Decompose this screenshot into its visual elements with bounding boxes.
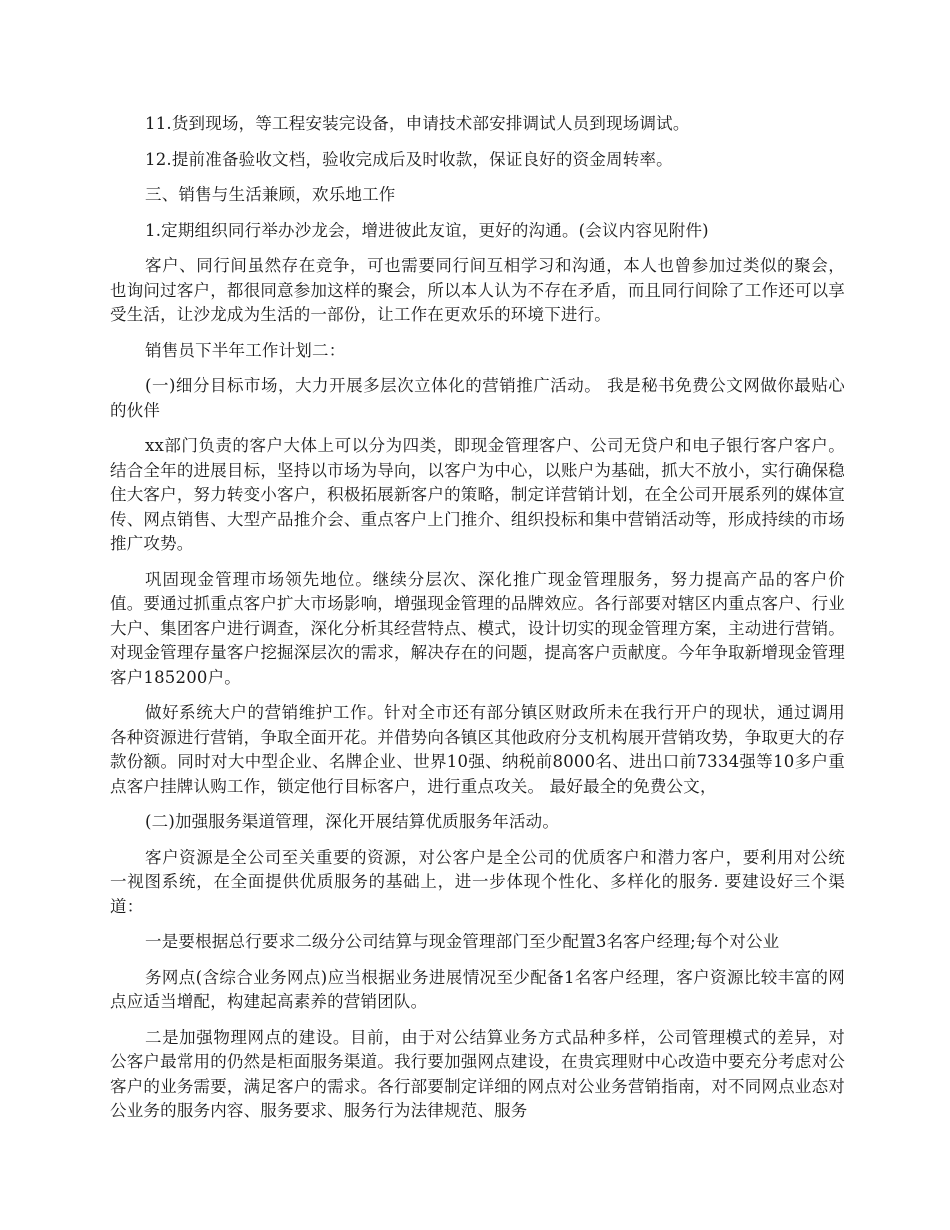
- plan-two-heading: 销售员下半年工作计划二：: [145, 340, 346, 360]
- paragraph-cash-management: 巩固现金管理市场领先地位。继续分层次、深化推广现金管理服务，努力提高产品的客户价值。要通过抓重点客户扩大市场影响，增强现金管理的品牌效应。各行部要对辖区内重点客户、行业大户、集团客户进行调查，深化分析其经营特点、模式，设计切实的现金管理方案，主动进行营销。对现金管理存量客户挖掘深层次的需求，解决存在的问题，提高客户贡献度。今年争取新增现金管理客户185200户。: [110, 569, 845, 687]
- paragraph-channel-one: 一是要根据总行要求二级分公司结算与现金管理部门至少配置3名客户经理;每个对公业: [145, 932, 780, 951]
- paragraph-customer-types: xx部门负责的客户大体上可以分为四类，即现金管理客户、公司无贷户和电子银行客户客户。结合全年的进展目标，坚持以市场为导向，以客户为中心，以账户为基础，抓大不放小，实行确保稳住大客户，努力转变小客户，积极拓展新客户的策略，制定详营销计划，在全公司开展系列的媒体宣传、网点销售、大型产品推介会、重点客户上门推介、组织投标和集中营销活动等，形成持续的市场推广攻势。: [110, 436, 845, 553]
- document-body: [110, 112, 845, 1135]
- subsection-two-heading: (二)加强服务渠道管理，深化开展结算优质服务年活动。: [145, 812, 560, 831]
- paragraph-channel-one-cont: 务网点(含综合业务网点)应当根据业务进展情况至少配备1名客户经理，客户资源比较丰富的网点应适当增配，构建起高素养的营销团队。: [110, 967, 845, 1011]
- paragraph-salon: 1.定期组织同行举办沙龙会，增进彼此友谊，更好的沟通。(会议内容见附件): [145, 220, 709, 240]
- paragraph-system-clients: 做好系统大户的营销维护工作。针对全市还有部分镇区财政所未在我行开户的现状，通过调用各种资源进行营销，争取全面开花。并借势向各镇区其他政府分支机构展开营销攻势，争取更大的存款份额。同时对大中型企业、名牌企业、世界10强、纳税前8000名、进出口前7334强等10多户重点客户挂牌认购工作，锁定他行目标客户，进行重点攻关。 最好最全的免费公文，: [110, 703, 845, 796]
- paragraph-competition: 客户、同行间虽然存在竞争，可也需要同行间互相学习和沟通，本人也曾参加过类似的聚会，也询问过客户，都很同意参加这样的聚会，所以本人认为不存在矛盾，而且同行间除了工作还可以享受生活，让沙龙成为生活的一部份，让工作在更欢乐的环境下进行。: [110, 256, 845, 324]
- subsection-one-heading: (一)细分目标市场，大力开展多层次立体化的营销推广活动。 我是秘书免费公文网做你最贴心的伙伴: [110, 376, 845, 420]
- paragraph-channel-two: 二是加强物理网点的建设。目前，由于对公结算业务方式品种多样，公司管理模式的差异，对公客户最常用的仍然是柜面服务渠道。我行要加强网点建设，在贵宾理财中心改造中要充分考虑对公客户的业务需要，满足客户的需求。各行部要制定详细的网点对公业务营销指南，对不同网点业态对公业务的服务内容、服务要求、服务行为法律规范、服务: [110, 1027, 845, 1120]
- paragraph-item-11: 11.货到现场，等工程安装完设备，申请技术部安排调试人员到现场调试。: [145, 114, 690, 133]
- section-heading-3: 三、销售与生活兼顾，欢乐地工作: [145, 185, 396, 204]
- paragraph-item-12: 12.提前准备验收文档，验收完成后及时收款，保证良好的资金周转率。: [145, 149, 673, 169]
- paragraph-customer-resources: 客户资源是全公司至关重要的资源，对公客户是全公司的优质客户和潜力客户，要利用对公统一视图系统，在全面提供优质服务的基础上，进一步体现个性化、多样化的服务. 要建设好三个渠道：: [110, 847, 845, 916]
